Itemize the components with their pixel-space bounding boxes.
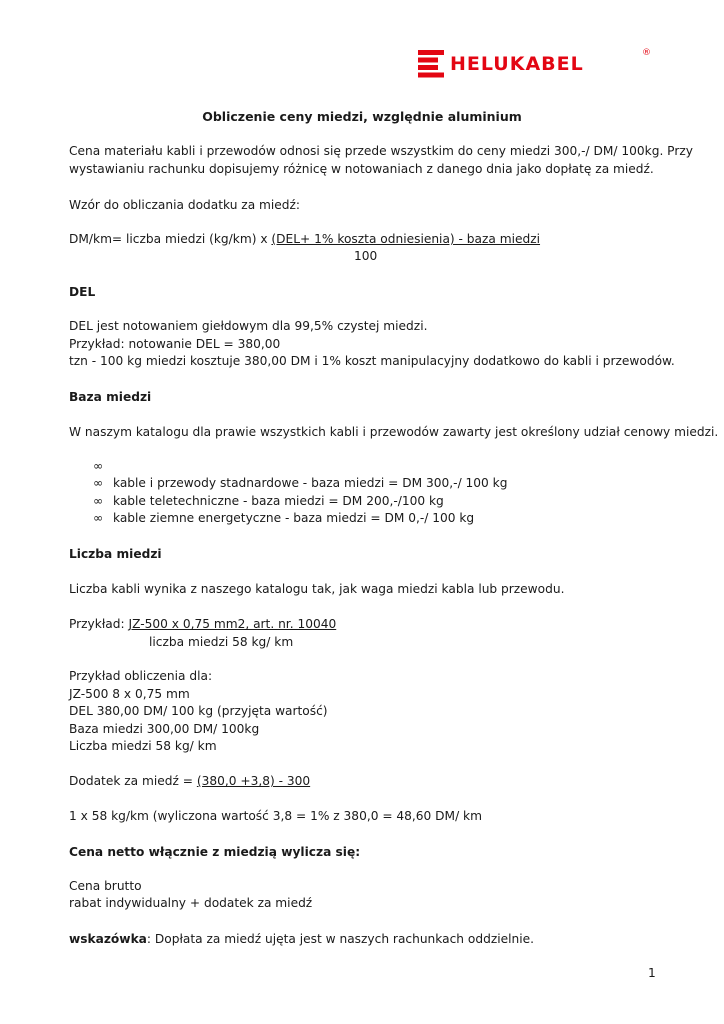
bullet-icon: ∞ [93, 476, 104, 490]
calc-heading: Przykład obliczenia dla: [69, 669, 213, 683]
helukabel-logo [418, 50, 654, 82]
example-value: liczba miedzi 58 kg/ km [149, 635, 294, 649]
calc-line-2: DEL 380,00 DM/ 100 kg (przyjęta wartość) [69, 704, 328, 718]
netto-line-2: rabat indywidualny + dodatek za miedź [69, 896, 313, 910]
example-item: JZ-500 x 0,75 mm2, art. nr. 10040 [128, 617, 337, 631]
dodatek-value: (380,0 +3,8) - 300 [196, 774, 311, 788]
calc-line-4: Liczba miedzi 58 kg/ km [69, 739, 217, 753]
baza-heading: Baza miedzi [69, 390, 152, 404]
dodatek-label: Dodatek za miedź = [69, 774, 197, 788]
netto-line-1: Cena brutto [69, 879, 142, 893]
del-heading: DEL [69, 285, 96, 299]
liczba-heading: Liczba miedzi [69, 547, 162, 561]
dodatek-line [69, 773, 310, 790]
bullet-icon: ∞ [93, 511, 104, 525]
calc-result: 1 x 58 kg/km (wyliczona wartość 3,8 = 1% z 380,0 = 48,60 DM/ km [69, 809, 482, 823]
del-line-2: Przykład: notowanie DEL = 380,00 [69, 337, 281, 351]
intro-line-1: Cena materiału kabli i przewodów odnosi się przede wszystkim do ceny miedzi 300,-/ DM/ 100kg. Przy [69, 144, 693, 158]
list-item: kable i przewody stadnardowe - baza miedzi = DM 300,-/ 100 kg [113, 476, 508, 490]
bullet-icon: ∞ [93, 494, 104, 508]
del-line-3: tzn - 100 kg miedzi kosztuje 380,00 DM i 1% koszt manipulacyjny dodatkowo do kabli i przewodów. [69, 354, 675, 368]
baza-line-1: W naszym katalogu dla prawie wszystkich kabli i przewodów zawarty jest określony udział cenowy miedzi. [69, 425, 719, 439]
logo-text: HELUKABEL [450, 53, 584, 75]
calc-line-3: Baza miedzi 300,00 DM/ 100kg [69, 722, 260, 736]
calc-line-1: JZ-500 8 x 0,75 mm [69, 687, 190, 701]
netto-heading: Cena netto włącznie z miedzią wylicza się: [69, 845, 361, 859]
note-label: wskazówka [69, 932, 147, 946]
liczba-line-1: Liczba kabli wynika z naszego katalogu tak, jak waga miedzi kabla lub przewodu. [69, 582, 565, 596]
page-number: 1 [648, 966, 656, 980]
liczba-example [69, 616, 336, 633]
formula-left: DM/km= liczba miedzi (kg/km) x [69, 232, 272, 246]
formula-line [69, 231, 540, 248]
page-title: Obliczenie ceny miedzi, względnie aluminium [202, 109, 522, 124]
formula-numerator: (DEL+ 1% koszta odniesienia) - baza miedzi [271, 232, 541, 246]
formula-intro: Wzór do obliczania dodatku za miedź: [69, 198, 301, 212]
formula-denominator: 100 [354, 249, 378, 263]
registered-mark: ® [642, 48, 651, 58]
list-item: kable ziemne energetyczne - baza miedzi = DM 0,-/ 100 kg [113, 511, 475, 525]
note-text: : Dopłata za miedź ujęta jest w naszych rachunkach oddzielnie. [146, 932, 534, 946]
intro-line-2: wystawianiu rachunku dopisujemy różnicę w notowaniach z danego dnia jako dopłatę za miedź. [69, 162, 654, 176]
del-line-1: DEL jest notowaniem giełdowym dla 99,5% czystej miedzi. [69, 319, 428, 333]
note-line [69, 931, 534, 948]
list-item: kable teletechniczne - baza miedzi = DM 200,-/100 kg [113, 494, 444, 508]
example-label: Przykład: [69, 617, 129, 631]
logo-mark-icon [418, 50, 444, 78]
bullet-icon: ∞ [93, 459, 104, 473]
